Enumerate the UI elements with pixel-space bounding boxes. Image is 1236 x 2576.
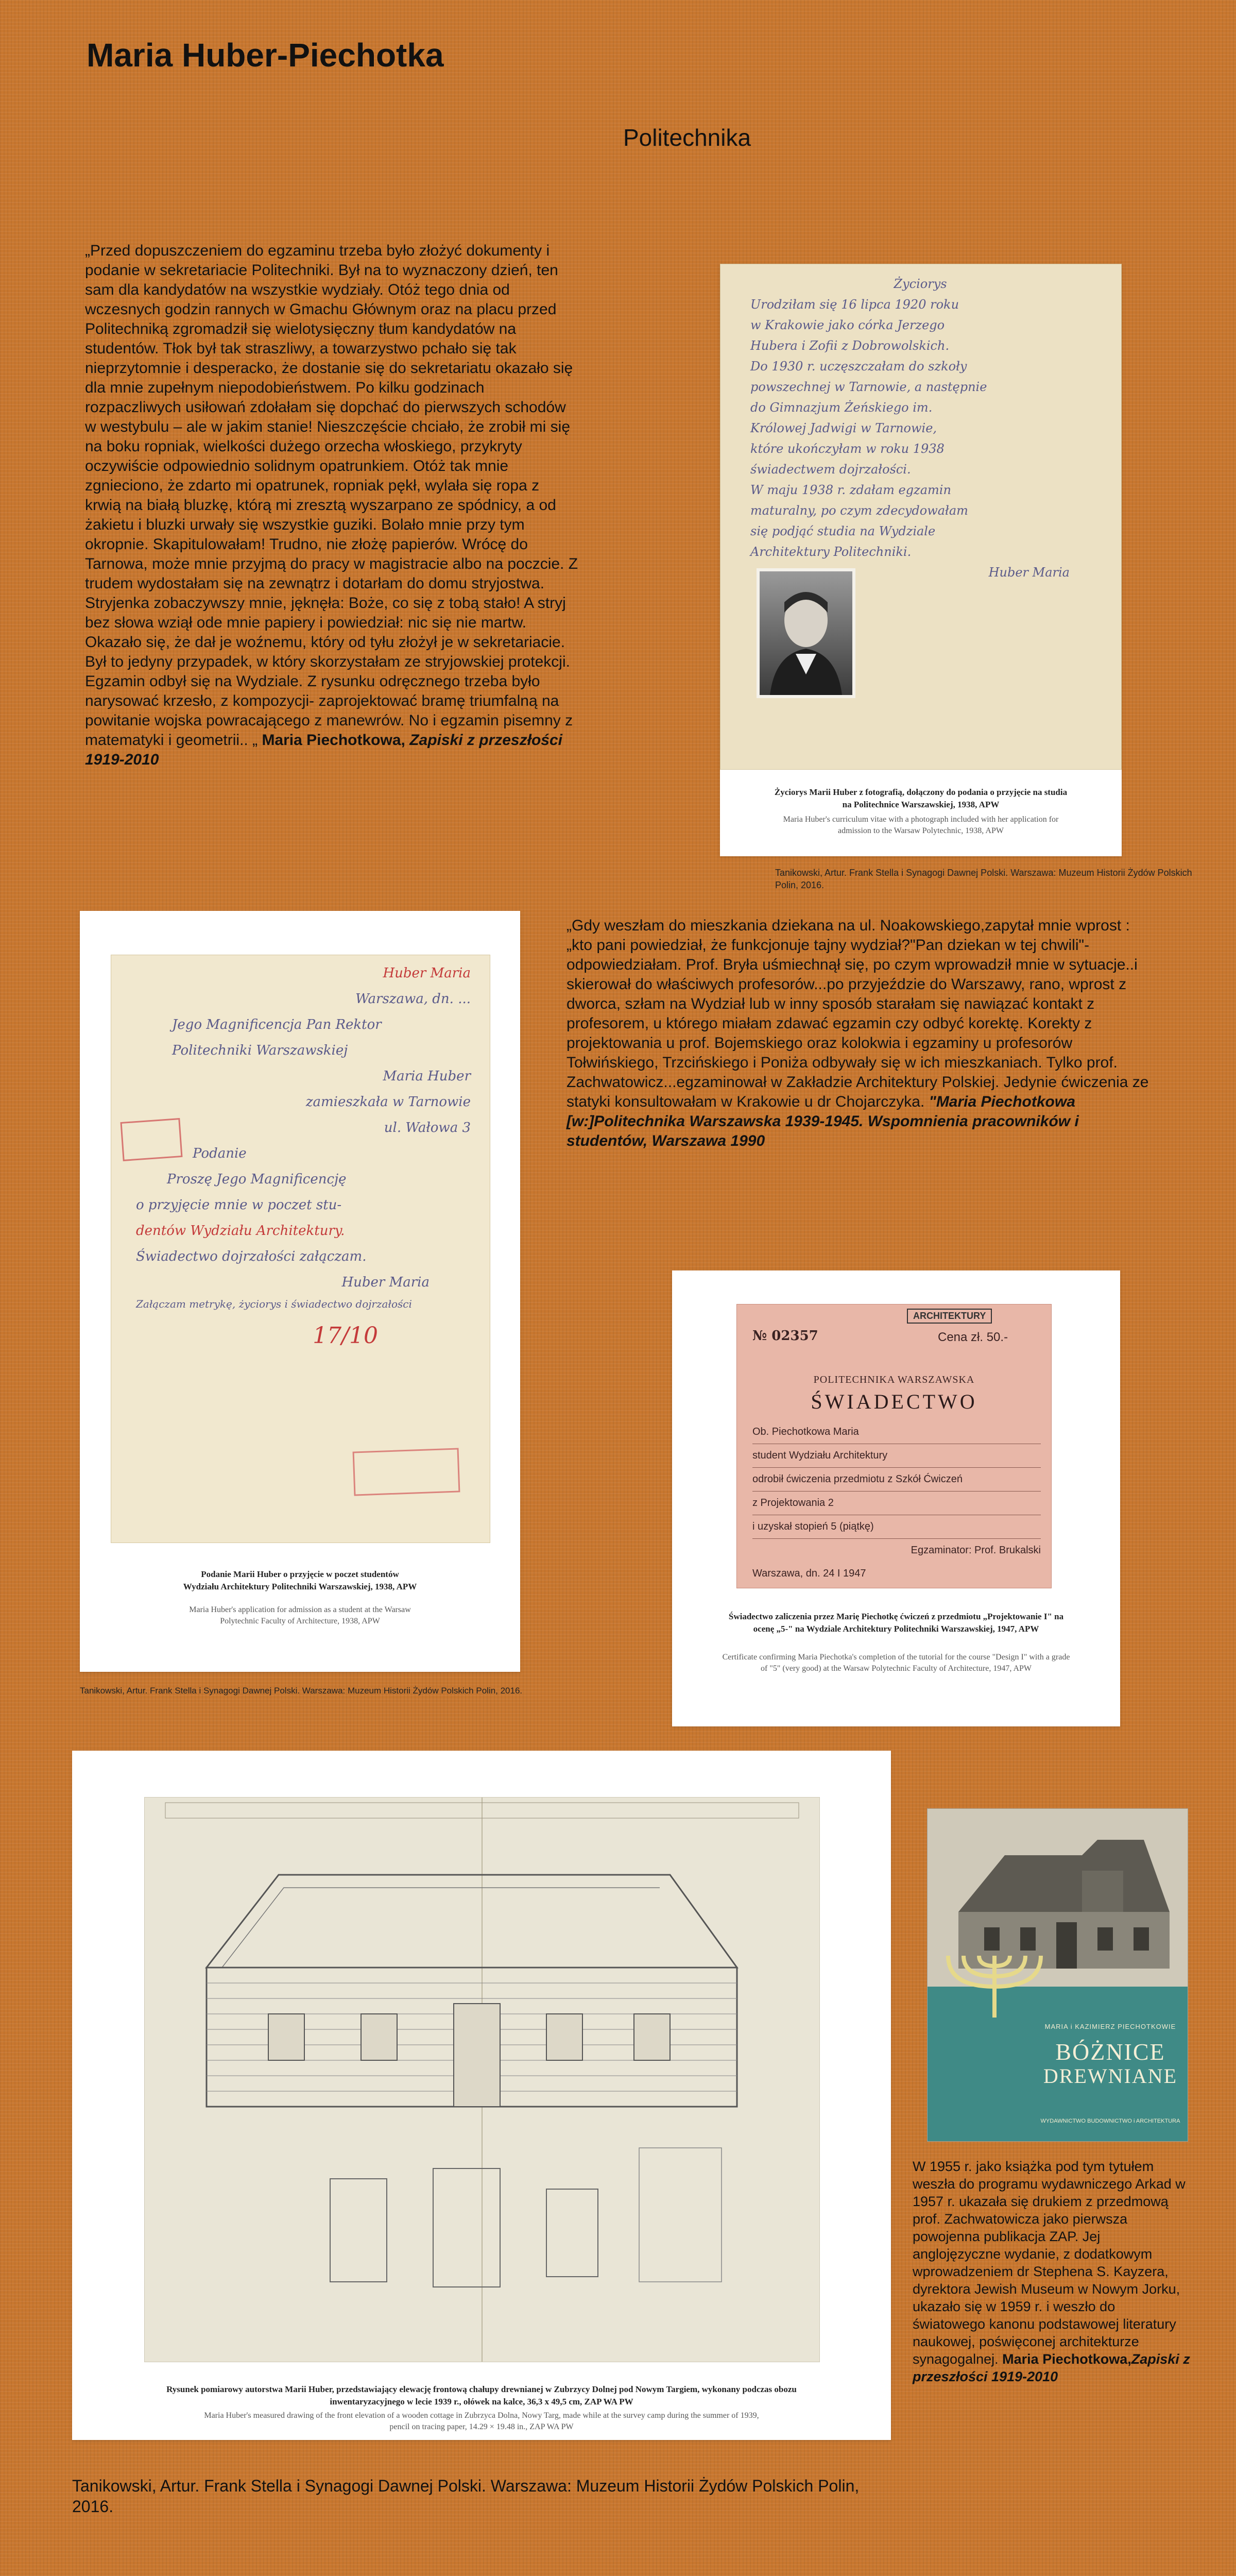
quote-source-author: Maria Piechotkowa, xyxy=(262,732,410,749)
certificate-stamp: ARCHITEKTURY xyxy=(907,1309,992,1324)
cottage-drawing xyxy=(145,1798,819,2362)
certificate-number: № 02357 xyxy=(752,1328,818,1344)
quote-source-author: Maria Piechotkowa, xyxy=(1002,2351,1131,2367)
application-caption-pl: Podanie Marii Huber o przyjęcie w poczet studentów Wydziału Architektury Politechniki Warszawskiej, 1938, APW xyxy=(183,1569,417,1591)
drawing-caption-pl: Rysunek pomiarowy autorstwa Marii Huber, przedstawiający elewację frontową chałupy drewnianej w Zubrzycy Dolnej pod Nowym Targiem, wykonany podczas obozu inwentaryzacyjnego w lecie 1939 r., ołówek na kalce, 36,3 x 49,5 cm, ZAP WA PW xyxy=(166,2384,797,2406)
document-certificate-card xyxy=(672,1270,1120,1726)
drawing-scan xyxy=(144,1797,820,2362)
book-title-2: DREWNIANE xyxy=(1043,2064,1178,2088)
cv-document-scan xyxy=(720,264,1122,770)
document-drawing-card xyxy=(72,1751,891,2440)
quote-source-title: Zapiski z przeszłości 1919-2010 xyxy=(85,732,562,768)
quote-text: W 1955 r. jako książka pod tym tytułem weszła do programu wydawniczego Arkad w 1957 r. ukazała się drukiem z przedmową prof. Zachwatowicza jako pierwsza powojenna publikacja ZAP. Jej anglojęzyczne wydanie, z dodatkowym wprowadzeniem dr Stephena S. Kayzera, dyrektora Jewish Museum w Nowym Jorku, ukazało się w 1959 r. i weszło do światowego kanonu podstawowej literatury naukowej, poświęconej architekturze synagogalnej. xyxy=(913,2159,1186,2367)
book-cover xyxy=(927,1808,1188,2142)
application-credit: Tanikowski, Artur. Frank Stella i Synagogi Dawnej Polski. Warszawa: Muzeum Historii Żydów Polskich Polin, 2016. xyxy=(80,1686,523,1696)
certificate-institution: POLITECHNIKA WARSZAWSKA xyxy=(813,1374,975,1385)
menorah-icon xyxy=(928,1956,1188,2018)
drawing-credit: Tanikowski, Artur. Frank Stella i Synagogi Dawnej Polski. Warszawa: Muzeum Historii Żydów Polskich Polin, 2016. xyxy=(72,2477,860,2516)
document-application-card xyxy=(80,911,520,1672)
quote-text: „Gdy weszłam do mieszkania dziekana na ul. Noakowskiego,zapytał mnie wprost : „kto pani powiedział, że funkcjonuje tajny wydział?"Pan dziekan w tej chwili"- odpowiedziałam. Prof. Bryła uśmiechnął się, po czym wprowadził mnie w sytuacje..i skierował do właściwych profesorów...po przyjeździe do Warszawy, rano, wprost z dworca, szłam na Wydział lub w inny sposób starałam się nawiązać kontakt z profesorem, u którego miałam zdawać egzamin czy odbyć korektę. Korekty z projektowania u prof. Bojemskiego oraz kolokwia i egzaminy u profesorów Tołwińskiego, Trzcińskiego i Poniża odbywały się w ich mieszkaniach. Tylko prof. Zachwatowicz...egzaminował w Zakładzie Architektury Polskiej. Jedynie ćwiczenia ze statyki konsultowałam w Krakowie u dr Chojarczyka. xyxy=(566,917,1149,1110)
cv-caption-en: Maria Huber's curriculum vitae with a photograph included with her application for admission to the Warsaw Polytechnic, 1938, APW xyxy=(783,815,1059,835)
red-stamp-2 xyxy=(353,1448,460,1496)
quote-exam-registration xyxy=(85,241,579,770)
application-caption-en: Maria Huber's application for admission as a student at the Warsaw Polytechnic Faculty of Architecture, 1938, APW xyxy=(189,1605,411,1625)
certificate-scan xyxy=(736,1304,1052,1588)
red-stamp xyxy=(120,1118,182,1161)
quote-text: „Przed dopuszczeniem do egzaminu trzeba było złożyć dokumenty i podanie w sekretariacie Politechniki. Był na to wyznaczony dzień, ten sam dla kandydatów na wszystkie wydziały. Otóż tego dnia od wczesnych godzin rannych w Gmachu Głównym oraz na placu przed Politechniką zgromadził się wielotysięczny tłum kandydatów na studentów. Tłok był tak straszliwy, a towarzystwo pchało się tak nieprzytomnie i desperacko, że dostanie się do sekretariatu okazało się dla mnie zupełnym niepodobieństwem. Po kilku godzinach rozpaczliwych usiłowań zdołałam się dopchać do pierwszych schodów w westybulu – ale w jakim stanie! Nieszczęście chciało, że zrobił mi się na boku ropniak, wielkości dużego orzecha włoskiego, przykryty oczywiście odpowiednio solidnym opatrunkiem. Otóż tak mnie zgnieciono, że zdarto mi opatrunek, ropniak pękł, wylała się ropa z krwią na białą bluzkę, którą mi zresztą wyszarpano ze spódnicy, a od żakietu i bluzki urwały się wszystkie guziki. Bolało mnie przy tym okropnie. Skapitulowałam! Trudno, nie złożę papierów. Wrócę do Tarnowa, może mnie przyjmą do pracy w magistracie albo na poczcie. Z trudem wydostałam się na zewnątrz i dotarłam do domu stryjostwa. Stryjenka zobaczywszy mnie, jęknęła: Boże, co się z tobą stało! A stryj bez słowa wziął ode mnie papiery i powiedział: nic się nie martw. Okazało się, że dał je woźnemu, który od tyłu złożył je w sekretariacie. Był to jedyny przypadek, w który skorzystałam ze stryjowskiej protekcji. Egzamin odbył się na Wydziale. Z rysunku odręcznego trzeba było narysować krzesło, z kompozycji- zaprojektować bramę triumfalną na powitanie wojska powracającego z manewrów. No i egzamin pisemny z matematyki i geometrii.. „ xyxy=(85,242,578,749)
drawing-caption-en: Maria Huber's measured drawing of the front elevation of a wooden cottage in Zubrzyca Dolna, Nowy Targ, made while at the survey camp during the summer of 1939, pencil on tracing paper, 14.29 × 19.48 in., ZAP WA PW xyxy=(204,2411,759,2431)
certificate-caption-en: Certificate confirming Maria Piechotka's completion of the tutorial for the course "Design I" with a grade of "5" (very good) at the Warsaw Polytechnic Faculty of Architecture, 1947, APW xyxy=(722,1653,1070,1673)
certificate-price: Cena zł. 50.- xyxy=(938,1330,1008,1344)
quote-source-title: Zapiski z przeszłości 1919-2010 xyxy=(913,2351,1190,2384)
page-title: Maria Huber-Piechotka xyxy=(87,37,444,74)
quote-source: "Maria Piechotkowa [w:]Politechnika Warszawska 1939-1945. Wspomnienia pracowników i studentów, Warszawa 1990 xyxy=(566,1093,1079,1149)
page-subtitle: Politechnika xyxy=(623,124,751,151)
quote-secret-faculty xyxy=(566,916,1154,1151)
certificate-lines: Ob. Piechotkowa Maria student Wydziału Architektury odrobił ćwiczenia przedmiotu z Szkół Ćwiczeń z Projektowania 2 i uzyskał stopień 5 (piątkę) Egzaminator: Prof. Brukalski Warszawa, dn. 24 I 1947 xyxy=(752,1420,1041,1585)
book-title-1: BÓŻNICE xyxy=(1055,2039,1165,2065)
application-document-scan xyxy=(111,955,490,1543)
book-authors: MARIA i KAZIMIERZ PIECHOTKOWIE xyxy=(1044,2023,1176,2030)
book-publisher: WYDAWNICTWO BUDOWNICTWO i ARCHITEKTURA xyxy=(1040,2118,1180,2124)
cv-caption-pl: Życiorys Marii Huber z fotografią, dołączony do podania o przyjęcie na studia na Politechnice Warszawskiej, 1938, APW xyxy=(774,787,1068,809)
cv-handwriting: Życiorys Urodziłam się 16 lipca 1920 roku w Krakowie jako córka Jerzego Hubera i Zofii z Dobrowolskich. Do 1930 r. uczęszczałam do szkoły powszechnej w Tarnowie, a następnie do Gimnazjum Żeńskiego im. Królowej Jadwigi w Tarnowie, które ukończyłam w roku 1938 świadectwem dojrzałości. W maju 1938 r. zdałam egzamin maturalny, po czym zdecydowałam się podjąć studia na Wydziale Architektury Politechniki. Huber Maria xyxy=(750,277,1070,580)
certificate-caption-pl: Świadectwo zaliczenia przez Marię Piechotkę ćwiczeń z przedmiotu „Projektowanie I" na ocenę „5-" na Wydziale Architektury Politechniki Warszawskiej, 1947, APW xyxy=(728,1612,1064,1634)
book-teal-panel xyxy=(928,1987,1188,2141)
application-handwriting: Huber Maria Warszawa, dn. ... Jego Magnificencja Pan Rektor Politechniki Warszawskiej Maria Huber zamieszkała w Tarnowie ul. Wałowa 3 Podanie Proszę Jego Magnificencję o przyjęcie mnie w poczet stu- dentów Wydziału Architektury. Świadectwo dojrzałości załączam. Huber Maria Załączam metrykę, życiorys i świadectwo dojrzałości 17/10 xyxy=(136,965,471,1349)
certificate-heading: ŚWIADECTWO xyxy=(811,1390,977,1413)
document-cv-card xyxy=(720,264,1122,856)
portrait-photo xyxy=(757,568,855,698)
quote-book xyxy=(913,2158,1191,2385)
cv-credit: Tanikowski, Artur. Frank Stella i Synagogi Dawnej Polski. Warszawa: Muzeum Historii Żydów Polskich Polin, 2016. xyxy=(775,868,1192,890)
